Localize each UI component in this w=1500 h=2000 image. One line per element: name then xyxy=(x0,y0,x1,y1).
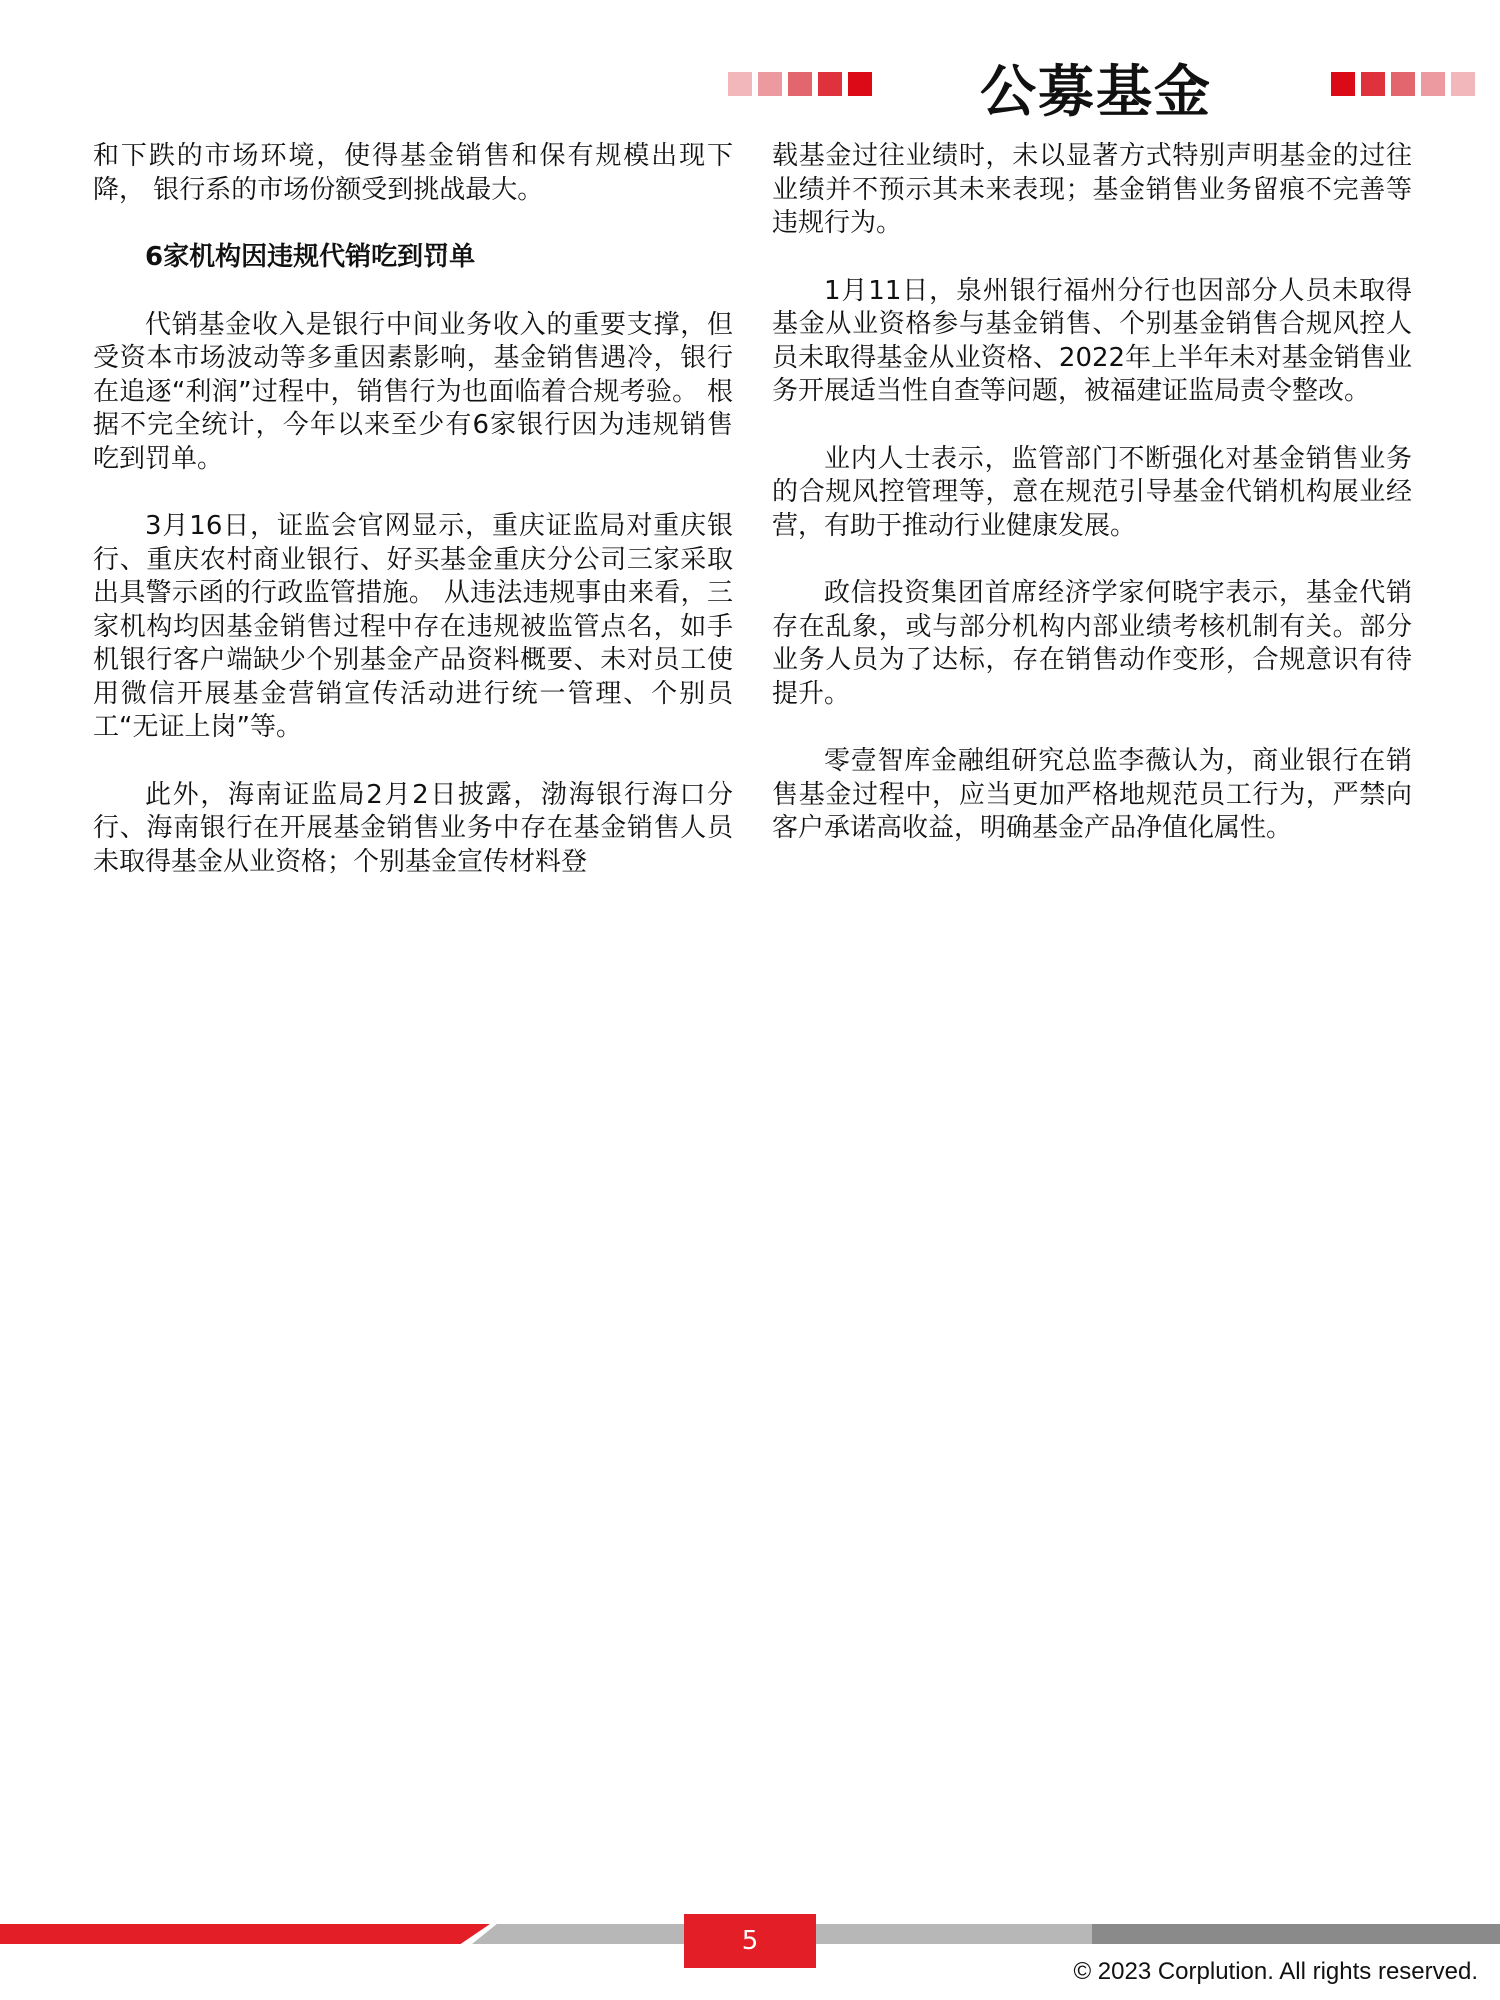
header-accent-squares-left xyxy=(728,72,872,96)
page-number: 5 xyxy=(741,1926,759,1956)
paragraph: 3月16日，证监会官网显示，重庆证监局对重庆银行、重庆农村商业银行、好买基金重庆分公司三家采取出具警示函的行政监管措施。 从违法违规事由来看，三家机构均因基金销售过程中存在违规被监管点名，如手机银行客户端缺少个别基金产品资料概要、未对员工使用微信开展基金营销宣传活动进行统一管理、个别员工“无证上岗”等。 xyxy=(93,511,733,742)
accent-square xyxy=(758,72,782,96)
accent-square xyxy=(1451,72,1475,96)
right-column xyxy=(772,140,1412,880)
paragraph: 此外，海南证监局2月2日披露，渤海银行海口分行、海南银行在开展基金销售业务中存在基金销售人员未取得基金从业资格；个别基金宣传材料登 xyxy=(93,779,733,877)
copyright-notice: © 2023 Corplution. All rights reserved. xyxy=(1073,1958,1478,1985)
paragraph: 1月11日，泉州银行福州分行也因部分人员未取得基金从业资格参与基金销售、个别基金销售合规风控人员未取得基金从业资格、2022年上半年未对基金销售业务开展适当性自查等问题，被福建证监局责令整改。 xyxy=(772,275,1412,406)
left-column xyxy=(93,140,733,913)
page-header xyxy=(0,0,1500,130)
accent-square xyxy=(1391,72,1415,96)
paragraph: 政信投资集团首席经济学家何晓宇表示，基金代销存在乱象，或与部分机构内部业绩考核机制有关。部分业务人员为了达标，存在销售动作变形，合规意识有待提升。 xyxy=(772,578,1412,709)
accent-square xyxy=(728,72,752,96)
paragraph: 代销基金收入是银行中间业务收入的重要支撑，但受资本市场波动等多重因素影响，基金销售遇冷，银行在追逐“利润”过程中，销售行为也面临着合规考验。 根据不完全统计，今年以来至少有6家银行因为违规销售吃到罚单。 xyxy=(93,309,733,474)
paragraph: 载基金过往业绩时，未以显著方式特别声明基金的过往业绩并不预示其未来表现；基金销售业务留痕不完善等违规行为。 xyxy=(772,141,1412,238)
section-title: 公募基金 xyxy=(980,60,1212,125)
accent-square xyxy=(1361,72,1385,96)
accent-square xyxy=(1331,72,1355,96)
accent-square xyxy=(848,72,872,96)
paragraph: 零壹智库金融组研究总监李薇认为，商业银行在销售基金过程中，应当更加严格地规范员工行为，严禁向客户承诺高收益，明确基金产品净值化属性。 xyxy=(772,746,1412,843)
footer-red-stripe xyxy=(0,1924,490,1944)
header-accent-squares-right xyxy=(1331,72,1475,96)
paragraph: 业内人士表示，监管部门不断强化对基金销售业务的合规风控管理等，意在规范引导基金代销机构展业经营，有助于推动行业健康发展。 xyxy=(772,443,1412,541)
accent-square xyxy=(818,72,842,96)
section-heading: 6家机构因违规代销吃到罚单 xyxy=(145,242,476,272)
accent-square xyxy=(1421,72,1445,96)
accent-square xyxy=(788,72,812,96)
footer-dark-stripe xyxy=(1092,1924,1500,1944)
paragraph: 和下跌的市场环境，使得基金销售和保有规模出现下降， 银行系的市场份额受到挑战最大。 xyxy=(93,141,733,205)
page-number-badge xyxy=(684,1914,816,1968)
